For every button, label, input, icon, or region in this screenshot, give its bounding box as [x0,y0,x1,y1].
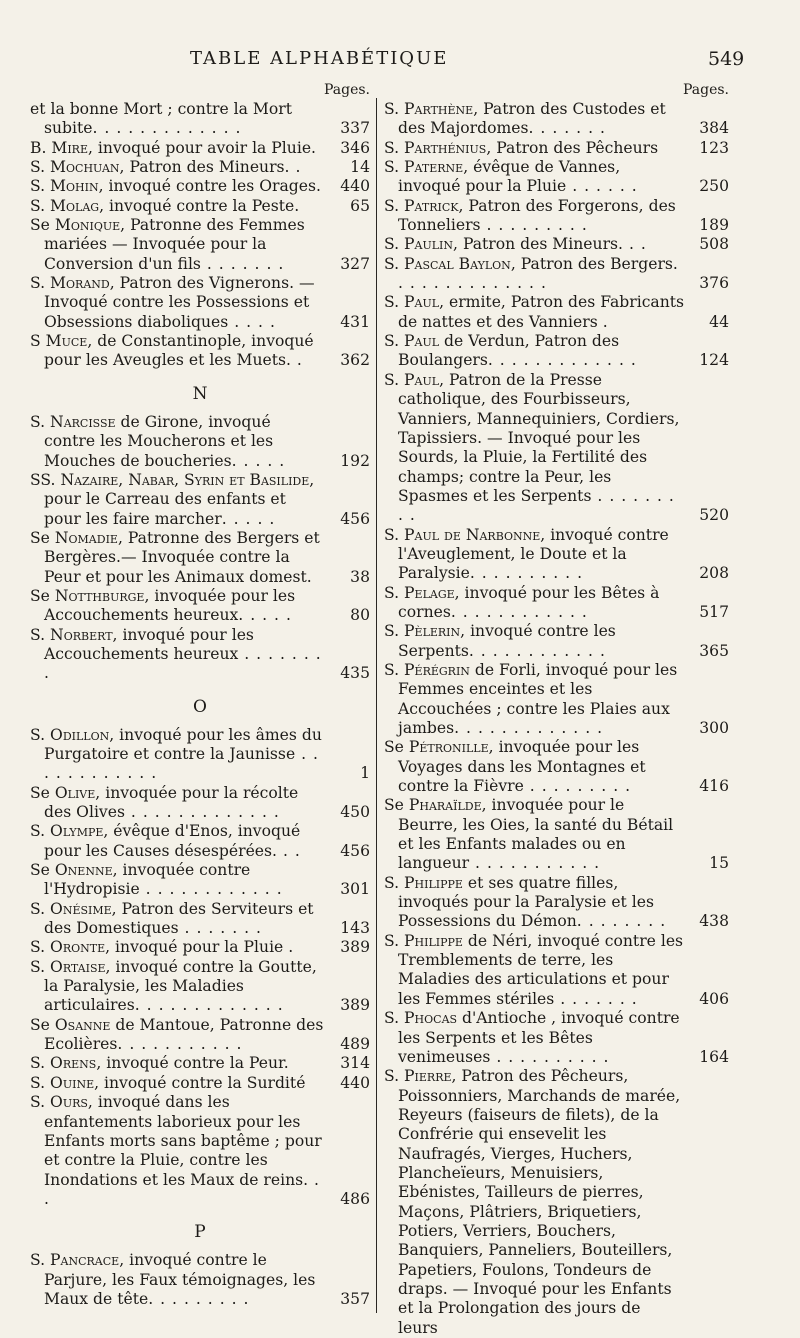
dot-leader: . . . . . . . . [44,644,322,683]
entry-text: , invoqué pour les Accouchements heureux [44,625,254,663]
entry-prefix: S. [30,196,51,215]
index-entry [384,584,729,623]
entry-text: et la bonne Mort ; contre la Mort subite [30,100,292,138]
entry-prefix: S. [384,931,405,950]
index-entry [30,1016,370,1055]
dot-leader: . . . . . . . . [576,912,667,931]
page-reference: 384 [699,119,729,138]
entry-text: d'Antioche , invoqué contre les Serpents et les Bêtes venimeuses [398,1009,680,1066]
page-reference: 406 [699,989,729,1008]
entry-text: , Patron des Pêcheurs [486,138,659,157]
entry-text: , invoquée pour la récolte des Olives [44,783,299,821]
index-entry [384,371,729,526]
entry-prefix: S. [30,412,51,431]
page-reference: 15 [709,854,729,873]
saint-name: Paul [404,332,440,351]
index-entry [384,255,729,294]
page-number: 549 [708,48,745,70]
page-reference: 301 [340,880,370,899]
saint-name: Paterne [404,158,464,177]
page-reference: 376 [699,274,729,293]
page-reference: 143 [340,919,370,938]
page-reference: 450 [340,803,370,821]
page-reference: 435 [340,664,370,683]
saint-name: Olive [54,783,96,802]
page-reference: 250 [699,177,729,196]
index-entry [30,1054,370,1073]
dot-leader: . . . . . . . . . . [469,564,584,583]
entry-text: , Patron de la Presse catholique, des Fourbisseurs, Vanniers, Mannequiniers, Cordiers, Tapissiers. — Invoqué pour les Sourds, la Pluie, la Fertilité des champs; contre la Peur, les Spasmes et les Serpents [398,370,680,505]
index-entry [30,726,370,784]
entry-prefix: S. [30,1093,51,1112]
entry-text: , Patron des Pêcheurs, Poissonniers, Marchands de marée, Reyeurs (faiseurs de filets), de la Confrérie qui ensevelit les Naufragés, Vierges, Huchers, Plancheïeurs, Menuisiers, Ebénistes, Tailleurs de pierres, Maçons, Plâtriers, Briquetiers, Potiers, Verriers, Bouchers, Banquiers, Panneliers, Bouteillers, Papetiers, Foulons, Tondeurs de draps. — Invoqué pour les Enfants et la Prolongation des jours de leurs [398,1067,681,1337]
entry-text: , invoqué contre l'Aveuglement, le Doute et la Paralysie [398,525,669,583]
entry-prefix: Se [384,738,409,757]
saint-name: Parthénius [404,138,487,157]
entry-prefix: Se [30,528,55,547]
page-reference: 517 [699,602,729,621]
saint-name: Orens [50,1054,97,1073]
index-entry [30,529,370,587]
page-reference: 508 [699,235,729,254]
dot-leader: . . . . . . . [554,989,638,1008]
pages-label: Pages. [323,82,370,98]
dot-leader: . . . . . . . . . . . . . [487,351,637,370]
page-reference: 440 [340,177,370,196]
entry-text: , de Constantinople, invoqué pour les Aveugles et les Muets. [44,332,314,370]
index-entry [30,587,370,626]
saint-name: Morand [50,274,110,293]
saint-name: Ours [50,1093,88,1112]
index-entry [30,626,370,684]
saint-name: Mohin [50,177,99,196]
dot-leader: . . . . . . . [178,919,262,938]
saint-name: Pèlerin [404,622,461,641]
index-entry [30,197,370,216]
page-reference: 440 [340,1073,370,1092]
index-entry [384,932,729,1009]
index-entry [384,100,729,139]
entry-prefix: Se [30,783,55,802]
entry-prefix: S. [30,899,51,918]
entry-prefix: S. [384,332,405,351]
index-entry [30,938,370,957]
entry-prefix: S. [384,525,405,544]
saint-name: Philippe [404,873,463,892]
index-entry [30,958,370,1016]
index-entry [384,158,729,197]
saint-name: Odillon [50,725,110,744]
entry-text: , invoqué contre les Orages. [98,177,321,196]
index-entry [30,158,370,177]
entry-prefix: Se [384,796,409,815]
column-divider [376,98,377,1313]
entry-prefix: S. [384,622,405,641]
entry-text: et ses quatre filles, invoqués pour la Paralysie et les Possessions du Démon [398,873,654,931]
dot-leader: . . . . . . . . . . . . [139,880,283,899]
dot-leader: . . . . . . . . . . . . [468,641,606,660]
entry-prefix: S. [384,660,405,679]
index-entry [30,784,370,823]
entry-prefix: Se [30,216,55,235]
dot-leader: . . . . [228,312,276,331]
dot-leader: . . . . . . . [200,254,285,273]
entry-prefix: S. [30,938,51,957]
entry-prefix: S. [384,370,405,389]
saint-name: Pétronille [408,738,489,757]
saint-name: Paul [404,370,440,389]
dot-leader: . . . . . [231,451,286,470]
entry-prefix: S. [384,1067,405,1086]
entry-prefix: S. [384,293,405,312]
saint-name: Pascal Baylon [404,254,511,273]
page-reference: 123 [699,138,729,157]
entry-prefix: S. [30,625,51,644]
page-reference: 389 [340,938,370,957]
index-entry [30,1251,370,1309]
dot-leader: . . . . . . . . . [148,1289,250,1308]
saint-name: Ouine [50,1073,95,1092]
entry-text: , évêque de Vannes, invoqué pour la Pluie [398,158,621,196]
entry-text: , invoquée contre l'Hydropisie [44,861,251,899]
page-reference: 520 [699,506,729,525]
entry-text: , invoqué dans les enfantements laborieux pour les Enfants morts sans baptême ; pour et contre la Pluie, contre les Inondations et les Maux de reins. [44,1093,322,1189]
left-column [30,80,370,1309]
entry-prefix: SS. [30,470,61,489]
saint-name: Notthburge [54,586,145,605]
entry-text: , Patron des Custodes et des Majordomes [398,100,666,138]
index-entry [30,471,370,529]
entry-text: de Verdun, Patron des Boulangers [398,332,620,370]
page-reference: 80 [350,606,370,625]
dot-leader: . . [277,841,301,860]
saint-name: Osanne [54,1015,111,1034]
index-entry [30,139,370,158]
entry-text: , Patron des Mineurs. [119,158,290,177]
index-entry [384,622,729,661]
saint-name: Patrick [404,196,459,215]
entry-text: , Patron des Vignerons. — Invoqué contre les Possessions et Obsessions diaboliques [44,274,315,331]
page-reference: 389 [340,996,370,1015]
entry-text: , Patron des Bergers [510,254,673,273]
entry-prefix: S. [30,177,51,196]
right-column [384,80,729,1338]
saint-name: Olympe [50,822,104,841]
entry-text: , Patronne des Bergers et Bergères.— Invoquée contre la Peur et pour les Animaux domest. [44,528,320,586]
page-reference: 365 [699,641,729,660]
index-entry [384,1009,729,1067]
dot-leader: . . . . . . . . . . . . . [134,996,284,1015]
index-entry [30,822,370,861]
dot-leader: . [289,158,302,177]
saint-name: Pelage [404,583,455,602]
dot-leader: . . [623,235,647,254]
page-reference: 124 [699,351,729,370]
dot-leader: . . . . . . . . . . . [469,854,601,873]
index-entry [384,661,729,738]
entry-prefix: S. [30,274,51,293]
page-reference: 431 [340,312,370,331]
saint-name: Onésime [50,899,112,918]
page-reference: 416 [699,777,729,796]
dot-leader: . . . . . . . [528,119,606,138]
section-letter: N [192,383,208,404]
index-entry [30,216,370,274]
saint-name: Oronte [50,938,106,957]
page-reference: 327 [340,254,370,273]
entry-prefix: S. [384,873,405,892]
entry-prefix: S. [30,725,51,744]
entry-prefix: S. [30,158,51,177]
entry-text: , invoqué pour les Bêtes à cornes [398,583,660,621]
entry-text: , invoqué contre la Surdité [94,1073,306,1092]
entry-text: de Forli, invoqué pour les Femmes enceintes et les Accouchées ; contre les Plaies aux jambes [398,660,678,737]
dot-leader: . . . . . . . . . . . . . [124,803,280,821]
saint-name: Norbert [50,625,113,644]
entry-prefix: S. [30,1251,51,1270]
page-reference: 38 [350,567,370,586]
page-reference: 189 [699,216,729,235]
saint-name: Paul de Narbonne [404,525,541,544]
entry-prefix: S. [384,583,405,602]
section-letter: O [193,696,207,717]
entry-text: , invoqué pour avoir la Pluie. [88,138,317,157]
entry-prefix: Se [30,586,55,605]
page-reference: 192 [340,451,370,470]
entry-prefix: S. [384,196,405,215]
saint-name: Muce [45,332,88,351]
dot-leader: . . . . . . . . . [480,216,588,235]
index-entry [384,1067,729,1338]
saint-name: Parthène [404,100,474,118]
entry-text: , invoqué contre la Goutte, la Paralysie, les Maladies articulaires [44,957,317,1015]
page-reference: 362 [340,351,370,370]
entry-text: , invoqué contre le Parjure, les Faux témoignages, les Maux de tête [44,1251,316,1308]
page-reference: 208 [699,564,729,583]
entry-prefix: S. [384,158,405,177]
page-reference: 337 [340,119,370,138]
entry-prefix: S. [30,1073,51,1092]
entry-text: , invoquée pour les Accouchements heureux [44,586,296,625]
saint-name: Monique [54,216,121,235]
page-reference: 44 [709,312,729,331]
index-entry [30,177,370,196]
saint-name: Philippe [404,931,463,950]
entry-text: , invoquée pour le Beurre, les Oies, la santé du Bétail et les Enfants malades ou en langueur [398,796,674,873]
entry-text: , Patron des Forgerons, des Tonneliers [398,196,676,235]
entry-text: , invoqué pour les âmes du Purgatoire et contre la Jaunisse [44,725,322,763]
index-entry [30,1074,370,1093]
saint-name: Nomadie [54,528,118,547]
entry-prefix: S. [30,822,51,841]
page-reference: 314 [340,1054,370,1073]
dot-leader: . . . . . [221,509,276,528]
index-entry [30,332,370,371]
running-title: TABLE ALPHABÉTIQUE [190,48,449,69]
entry-text: , invoqué contre la Peste. [99,196,300,215]
page-reference: 438 [699,912,729,931]
entry-text: , ermite, Patron des Fabricants de nattes et des Vanniers . [398,293,685,331]
page-reference: 456 [340,841,370,860]
dot-leader: . . . . . [238,606,292,625]
saint-name: Onenne [54,861,113,880]
index-entry [30,100,370,139]
dot-leader: . . . . . . . . . . . [117,1035,243,1054]
index-entry [30,413,370,471]
entry-text: de Girone, invoqué contre les Moucherons et les Mouches de boucheries [44,412,274,470]
entry-text: , Patron des Serviteurs et des Domestiques [44,899,314,938]
index-entry [30,900,370,939]
dot-leader: . . . . . . . . . . . . . . [398,254,679,293]
index-entry [384,332,729,371]
index-entry [384,526,729,584]
dot-leader: . . . . . . . . . . . . . [454,719,604,737]
dot-leader: . . . . . . . . . [523,777,632,796]
dot-leader: . [290,351,303,370]
saint-name: Narcisse [50,412,116,431]
index-entry [30,1093,370,1209]
saint-name: Molag [50,196,100,215]
dot-leader: . . . . . . . . . . . . . [92,119,242,138]
dot-leader: . . . . . . . . . [398,486,675,525]
page-reference: 65 [350,196,370,215]
saint-name: Ortaise [50,957,106,976]
page-reference: 14 [350,158,370,177]
entry-prefix: S. [30,957,51,976]
index-entry [30,861,370,900]
dot-leader: . . [44,1170,321,1208]
entry-text: , invoqué pour la Pluie . [105,938,294,957]
entry-prefix: S. [384,254,405,273]
entry-text: de Mantoue, Patronne des Ecolières [44,1015,324,1054]
page-reference: 346 [340,138,370,157]
saint-name: Pérégrin [404,660,470,679]
entry-prefix: S. [30,1054,51,1073]
index-entry [384,796,729,873]
entry-prefix: S. [384,138,405,157]
page-header [0,48,800,78]
dot-leader: . . . . . . . . . . . . [450,602,588,621]
entry-text: , pour le Carreau des enfants et pour les faire marcher [44,470,315,528]
index-entry [384,235,729,254]
entry-text: , invoqué contre la Peur. [96,1054,289,1073]
dot-leader: . . . . . . . . . . [490,1047,610,1066]
saint-name: Mochuan [50,158,120,177]
index-entry [384,197,729,236]
entry-prefix: S [30,332,46,351]
entry-prefix: S. [384,100,405,118]
pages-label: Pages. [682,82,729,98]
index-entry [384,874,729,932]
dot-leader: . . . . . . [566,177,638,196]
entry-text: , Patronne des Femmes mariées — Invoquée pour la Conversion d'un fils [44,216,305,273]
saint-name: Pharaïlde [408,796,482,815]
entry-text: , invoqué contre les Serpents [398,622,616,660]
saint-name: Mire [51,138,88,157]
entry-text: , invoquée pour les Voyages dans les Montagnes et contre la Fièvre [398,738,646,796]
page-reference: 456 [340,509,370,528]
entry-prefix: S. [384,1009,405,1028]
saint-name: Pancrace [50,1251,120,1270]
page-reference: 486 [340,1189,370,1208]
saint-name: Nazaire, Nabar, Syrin et Basilide [60,470,310,489]
saint-name: Paul [404,293,440,312]
page-reference: 164 [699,1047,729,1066]
page-reference: 300 [699,719,729,737]
entry-prefix: S. [384,235,405,254]
section-letter: P [194,1222,206,1243]
saint-name: Pierre [404,1067,452,1086]
index-entry [384,738,729,796]
index-entry [384,293,729,332]
index-entry [30,274,370,332]
page-reference: 357 [340,1289,370,1308]
page-reference: 489 [340,1035,370,1054]
entry-text: , Patron des Mineurs. [453,235,623,254]
entry-text: de Néri, invoqué contre les Tremblements de terre, les Maladies des articulations et pour les Femmes stériles [398,931,684,1008]
entry-prefix: B. [30,138,52,157]
entry-prefix: Se [30,861,55,880]
entry-text: , évêque d'Enos, invoqué pour les Causes désespérées. [44,822,301,860]
dot-leader: . . . . . . . . . . . . [44,744,319,783]
saint-name: Phocas [404,1009,458,1028]
entry-prefix: Se [30,1015,55,1034]
index-entry [384,139,729,158]
page-reference: 1 [360,764,370,783]
saint-name: Paulin [404,235,454,254]
